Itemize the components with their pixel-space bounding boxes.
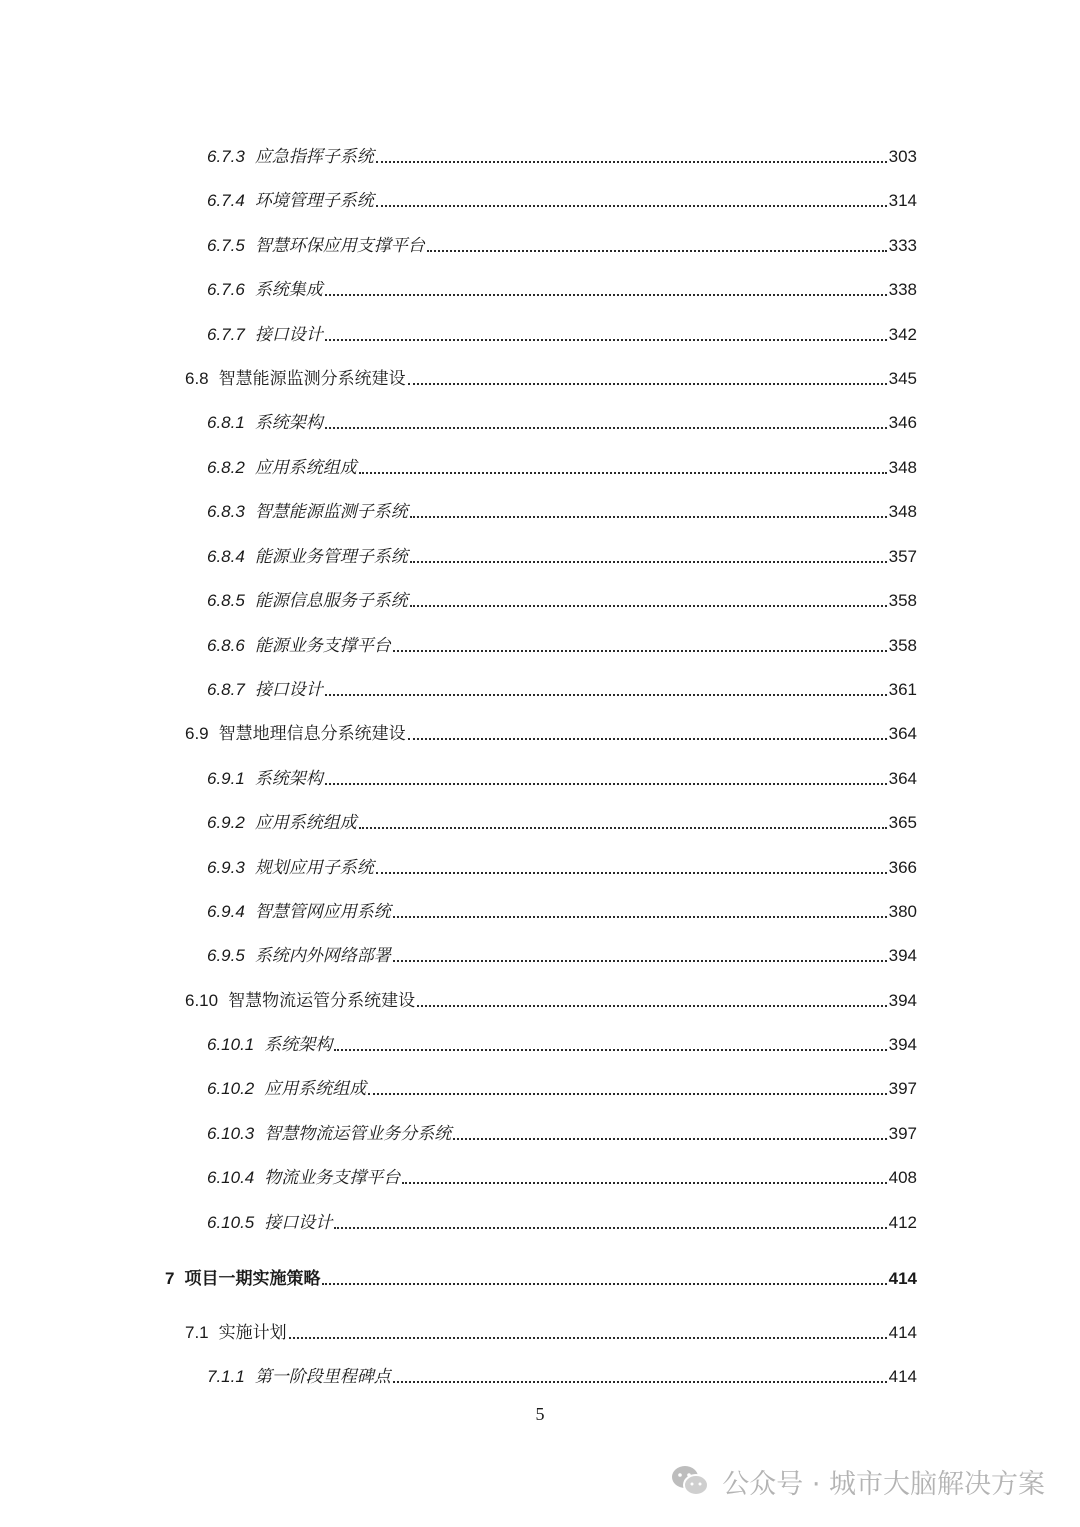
toc-entry[interactable]	[165, 1260, 917, 1290]
toc-entry[interactable]	[207, 271, 917, 301]
toc-entry-page: 364	[888, 769, 917, 788]
dot-leader	[325, 783, 887, 785]
toc-entry-number: 6.8.4	[207, 547, 245, 566]
toc-entry-number: 6.9	[185, 724, 209, 743]
toc-entry[interactable]	[207, 1204, 917, 1234]
toc-entry-page: 358	[888, 636, 917, 655]
toc-entry-title: 系统架构	[254, 769, 323, 788]
toc-entry-number: 6.9.5	[207, 946, 245, 965]
toc-entry-title: 第一阶段里程碑点	[254, 1367, 391, 1386]
toc-entry-number: 6.8.7	[207, 680, 245, 699]
toc-entry-number: 6.7.7	[207, 325, 245, 344]
toc-entry-page: 364	[888, 724, 917, 743]
toc-entry-page: 346	[888, 413, 917, 432]
toc-entry[interactable]	[207, 538, 917, 568]
toc-entry-page: 361	[888, 680, 917, 699]
toc-entry[interactable]	[207, 1070, 917, 1100]
dot-leader	[322, 1283, 886, 1285]
toc-entry[interactable]	[207, 804, 917, 834]
dot-leader	[393, 650, 887, 652]
toc-entry-number: 6.8.2	[207, 458, 245, 477]
toc-entry[interactable]	[207, 671, 917, 701]
dot-leader	[376, 161, 887, 163]
toc-entry-title: 系统集成	[254, 280, 323, 299]
toc-entry-number: 6.8.1	[207, 413, 245, 432]
toc-entry[interactable]	[207, 227, 917, 257]
toc-entry-title: 智慧地理信息分系统建设	[218, 724, 406, 743]
toc-entry-number: 6.9.3	[207, 858, 245, 877]
toc-entry-title: 智慧环保应用支撑平台	[254, 236, 425, 255]
toc-entry-title: 能源业务支撑平台	[254, 636, 391, 655]
toc-entry-page: 380	[888, 902, 917, 921]
dot-leader	[368, 1093, 886, 1095]
toc-entry-number: 6.7.4	[207, 191, 245, 210]
toc-entry[interactable]	[207, 493, 917, 523]
dot-leader	[376, 872, 887, 874]
toc-entry-page: 397	[888, 1079, 917, 1098]
toc-entry[interactable]	[207, 138, 917, 168]
toc-entry-page: 365	[888, 813, 917, 832]
toc-entry-number: 6.10.5	[207, 1213, 255, 1232]
dot-leader	[402, 1182, 886, 1184]
dot-leader	[359, 472, 887, 474]
toc-entry-page: 414	[888, 1269, 917, 1288]
dot-leader	[376, 205, 887, 207]
toc-entry-number: 6.10.2	[207, 1079, 255, 1098]
toc-entry-title: 接口设计	[254, 325, 323, 344]
toc-entry[interactable]	[207, 404, 917, 434]
toc-entry[interactable]	[207, 182, 917, 212]
toc-entry-title: 环境管理子系统	[254, 191, 374, 210]
toc-entry[interactable]	[207, 893, 917, 923]
toc-entry[interactable]	[207, 1026, 917, 1056]
toc-entry-number: 6.10.4	[207, 1168, 255, 1187]
toc-entry-number: 6.10.3	[207, 1124, 255, 1143]
toc-entry-title: 接口设计	[264, 1213, 333, 1232]
toc-entry-title: 物流业务支撑平台	[264, 1168, 401, 1187]
toc-entry-title: 智慧能源监测子系统	[254, 502, 408, 521]
dot-leader	[427, 250, 887, 252]
toc-entry[interactable]	[185, 1314, 917, 1344]
toc-entry-title: 智慧管网应用系统	[254, 902, 391, 921]
toc-entry[interactable]	[207, 1159, 917, 1189]
toc-entry-number: 7.1	[185, 1323, 209, 1342]
dot-leader	[453, 1138, 886, 1140]
toc-entry[interactable]	[207, 316, 917, 346]
toc-entry-title: 能源业务管理子系统	[254, 547, 408, 566]
toc-entry-page: 314	[888, 191, 917, 210]
toc-entry-number: 6.10	[185, 991, 219, 1010]
dot-leader	[393, 916, 887, 918]
toc-entry-page: 412	[888, 1213, 917, 1232]
toc-entry[interactable]	[207, 1358, 917, 1388]
toc-entry[interactable]	[207, 760, 917, 790]
dot-leader	[325, 339, 887, 341]
wechat-icon	[670, 1464, 710, 1498]
toc-entry-title: 规划应用子系统	[254, 858, 374, 877]
toc-entry[interactable]	[207, 582, 917, 612]
toc-entry[interactable]	[207, 449, 917, 479]
toc-entry-title: 应急指挥子系统	[254, 147, 374, 166]
dot-leader	[408, 383, 887, 385]
dot-leader	[408, 738, 887, 740]
toc-entry-title: 系统内外网络部署	[254, 946, 391, 965]
toc-entry-number: 6.9.4	[207, 902, 245, 921]
toc-entry-number: 6.7.5	[207, 236, 245, 255]
toc-entry-title: 智慧物流运管分系统建设	[228, 991, 416, 1010]
toc-entry-number: 6.8.6	[207, 636, 245, 655]
toc-entry[interactable]	[207, 937, 917, 967]
toc-entry-number: 6.7.3	[207, 147, 245, 166]
toc-entry-title: 智慧物流运管业务分系统	[264, 1124, 452, 1143]
toc-entry-number: 6.10.1	[207, 1035, 255, 1054]
toc-entry-title: 实施计划	[218, 1323, 287, 1342]
dot-leader	[325, 294, 887, 296]
toc-entry-title: 应用系统组成	[264, 1079, 367, 1098]
page-number: 5	[535, 1404, 545, 1424]
toc-entry-title: 项目一期实施策略	[184, 1269, 321, 1288]
dot-leader	[410, 516, 887, 518]
toc-entry[interactable]	[207, 1115, 917, 1145]
toc-entry-page: 394	[888, 991, 917, 1010]
toc-entry-number: 7.1.1	[207, 1367, 245, 1386]
dot-leader	[325, 427, 887, 429]
toc-entry-page: 303	[888, 147, 917, 166]
dot-leader	[410, 561, 887, 563]
toc-entry-number: 6.8.3	[207, 502, 245, 521]
toc-entry-number: 6.9.1	[207, 769, 245, 788]
dot-leader	[417, 1005, 887, 1007]
toc-entry-page: 348	[888, 502, 917, 521]
dot-leader	[325, 694, 887, 696]
toc-entry-page: 333	[888, 236, 917, 255]
dot-leader	[289, 1337, 887, 1339]
toc-entry-title: 应用系统组成	[254, 813, 357, 832]
toc-entry-page: 394	[888, 1035, 917, 1054]
toc-entry-number: 6.7.6	[207, 280, 245, 299]
toc-entry-page: 366	[888, 858, 917, 877]
toc-entry-page: 414	[888, 1367, 917, 1386]
toc-entry[interactable]	[185, 982, 917, 1012]
toc-entry-page: 338	[888, 280, 917, 299]
toc-entry-number: 7	[165, 1269, 175, 1288]
toc-entry-page: 348	[888, 458, 917, 477]
toc-entry-title: 系统架构	[264, 1035, 333, 1054]
watermark	[670, 1461, 1045, 1501]
toc-entry-page: 397	[888, 1124, 917, 1143]
dot-leader	[359, 827, 887, 829]
toc-entry-title: 系统架构	[254, 413, 323, 432]
toc-entry-number: 6.9.2	[207, 813, 245, 832]
dot-leader	[410, 605, 887, 607]
toc-entry-title: 应用系统组成	[254, 458, 357, 477]
toc-entry-page: 414	[888, 1323, 917, 1342]
toc-entry-page: 358	[888, 591, 917, 610]
toc-entry-number: 6.8.5	[207, 591, 245, 610]
toc-entry-page: 394	[888, 946, 917, 965]
dot-leader	[334, 1049, 886, 1051]
toc-entry-number: 6.8	[185, 369, 209, 388]
toc-entry[interactable]	[207, 627, 917, 657]
toc-entry[interactable]	[207, 849, 917, 879]
toc-entry-page: 408	[888, 1168, 917, 1187]
toc-entry-page: 357	[888, 547, 917, 566]
toc-entry-title: 接口设计	[254, 680, 323, 699]
toc-entry-page: 342	[888, 325, 917, 344]
dot-leader	[393, 960, 887, 962]
toc-entry-title: 智慧能源监测分系统建设	[218, 369, 406, 388]
watermark-text: 公众号 · 城市大脑解决方案	[722, 1468, 1045, 1500]
toc-entry-title: 能源信息服务子系统	[254, 591, 408, 610]
toc-entry-page: 345	[888, 369, 917, 388]
dot-leader	[393, 1381, 887, 1383]
dot-leader	[334, 1227, 886, 1229]
toc-entry[interactable]	[185, 715, 917, 745]
toc-entry[interactable]	[185, 360, 917, 390]
